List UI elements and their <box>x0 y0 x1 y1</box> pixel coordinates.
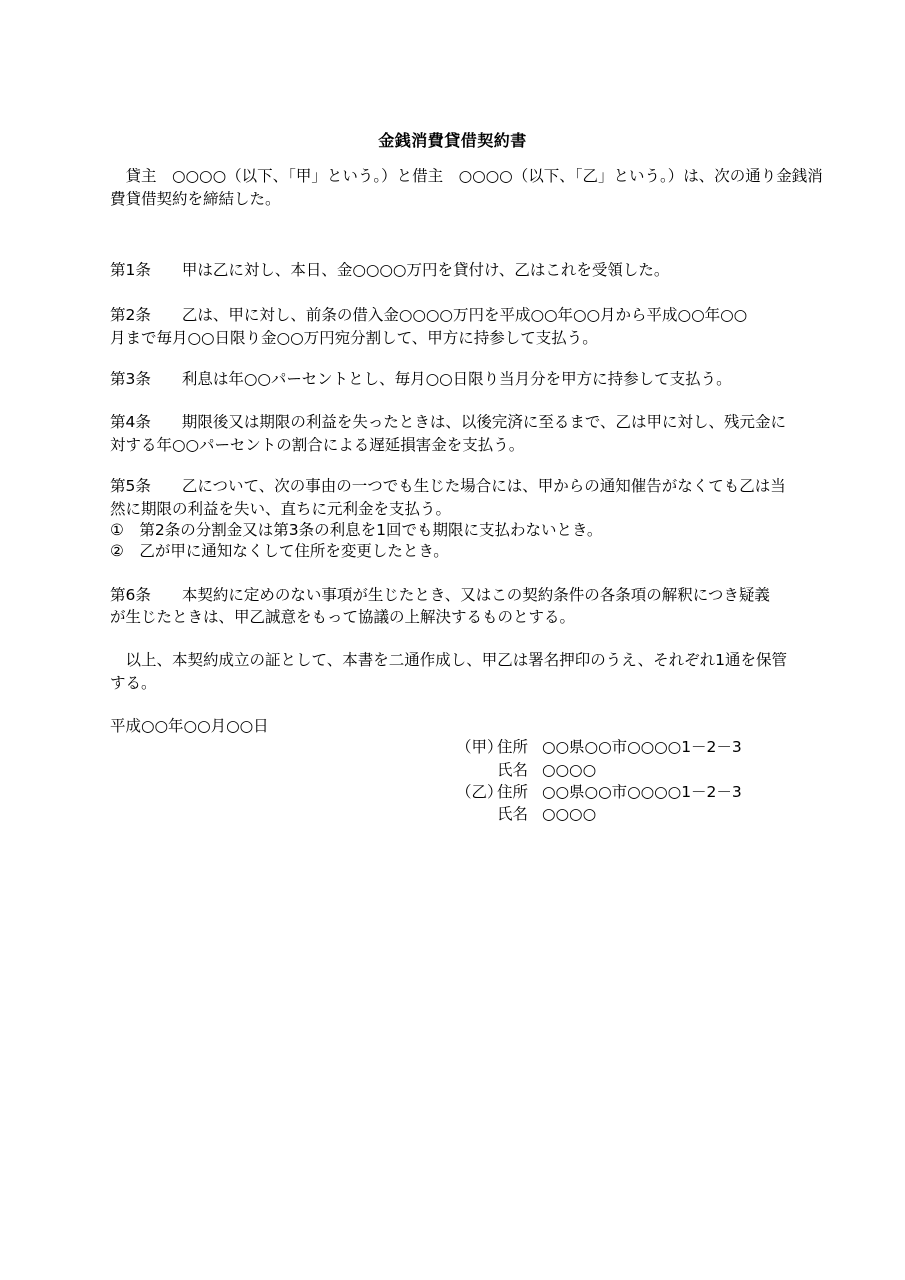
contract-date: 平成○○年○○月○○日 <box>110 717 269 735</box>
name-value: ○○○○ <box>542 761 597 779</box>
article-line: 第6条 本契約に定めのない事項が生じたとき、又はこの契約条件の各条項の解釈につき疑義 <box>110 586 770 604</box>
intro-line-2: 費貸借契約を締結した。 <box>110 190 281 208</box>
closing-line-1: 以上、本契約成立の証として、本書を二通作成し、甲乙は署名押印のうえ、それぞれ1通を保管 <box>110 651 787 669</box>
article-item-2: ② 乙が甲に通知なくして住所を変更したとき。 <box>110 542 449 560</box>
article-line: 第3条 利息は年○○パーセントとし、毎月○○日限り当月分を甲方に持参して支払う。 <box>110 370 732 388</box>
name-value: ○○○○ <box>542 805 597 823</box>
article-line: 然に期限の利益を失い、直ちに元利金を支払う。 <box>110 500 452 518</box>
party-label: （乙） <box>456 783 503 801</box>
article-line: が生じたときは、甲乙誠意をもって協議の上解決するものとする。 <box>110 608 576 626</box>
intro-line-1: 貸主 ○○○○（以下、「甲」という。）と借主 ○○○○（以下、「乙」という。）は、次の通り金銭消 <box>110 167 823 185</box>
closing-line-2: する。 <box>110 674 157 692</box>
article-line: 第4条 期限後又は期限の利益を失ったときは、以後完済に至るまで、乙は甲に対し、残元金に <box>110 413 787 431</box>
address-label: 住所 <box>497 738 529 756</box>
article-line: 第2条 乙は、甲に対し、前条の借入金○○○○万円を平成○○年○○月から平成○○年○○ <box>110 306 748 324</box>
party-label: （甲） <box>456 738 503 756</box>
name-label: 氏名 <box>497 761 529 779</box>
document-title: 金銭消費貸借契約書 <box>378 131 527 150</box>
article-line: 第1条 甲は乙に対し、本日、金○○○○万円を貸付け、乙はこれを受領した。 <box>110 261 670 279</box>
name-label: 氏名 <box>497 805 529 823</box>
address-value: ○○県○○市○○○○1－2－3 <box>542 738 742 756</box>
address-value: ○○県○○市○○○○1－2－3 <box>542 783 742 801</box>
article-line: 月まで毎月○○日限り金○○万円宛分割して、甲方に持参して支払う。 <box>110 329 598 347</box>
article-line: 第5条 乙について、次の事由の一つでも生じた場合には、甲からの通知催告がなくても乙は当 <box>110 477 786 495</box>
article-item-1: ① 第2条の分割金又は第3条の利息を1回でも期限に支払わないとき。 <box>110 521 603 539</box>
article-line: 対する年○○パーセントの割合による遅延損害金を支払う。 <box>110 436 525 454</box>
address-label: 住所 <box>497 783 529 801</box>
